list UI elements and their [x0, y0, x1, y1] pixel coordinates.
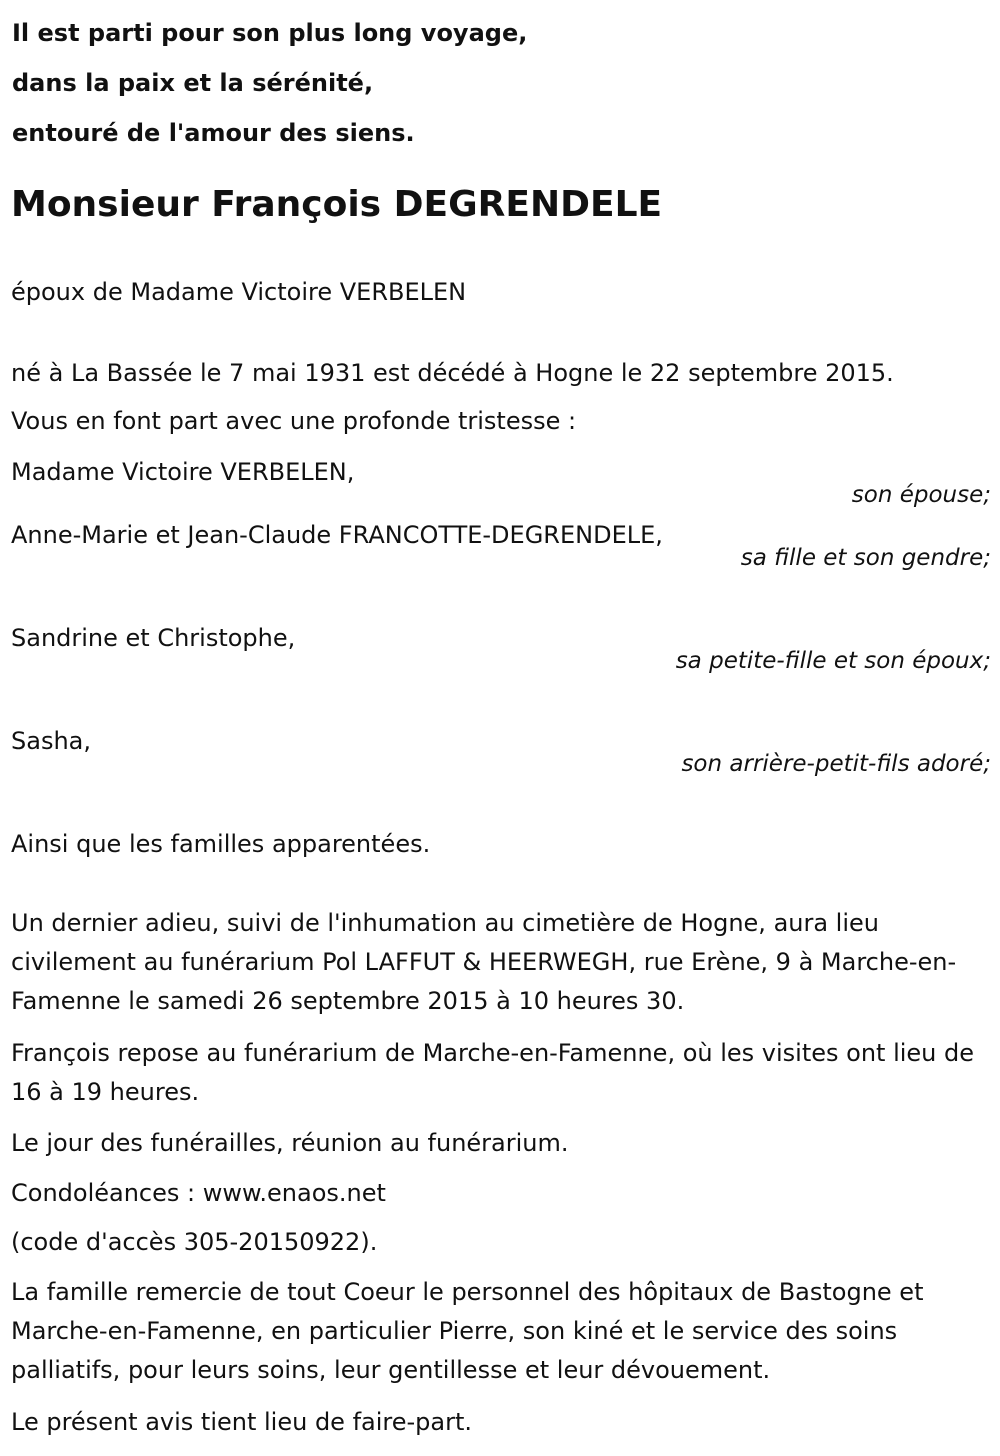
birth-death-line: né à La Bassée le 7 mai 1931 est décédé à Hogne le 22 septembre 2015.	[11, 359, 894, 387]
deceased-name: Monsieur François DEGRENDELE	[11, 184, 663, 225]
thanks-paragraph: La famille remercie de tout Coeur le personnel des hôpitaux de Bastogne et Marche-en-Famenne, en particulier Pierre, son kiné et le service des soins palliatifs, pour leurs soins, leur gentillesse et leur dévouement.	[11, 1278, 924, 1384]
notice-line: Le présent avis tient lieu de faire-part.	[11, 1408, 473, 1436]
family-member-name: Madame Victoire VERBELEN,	[11, 458, 355, 486]
family-member-relation: sa petite-fille et son époux;	[675, 648, 991, 674]
meeting-line: Le jour des funérailles, réunion au funérarium.	[11, 1129, 569, 1157]
poem-line: Il est parti pour son plus long voyage,	[12, 19, 528, 47]
family-member-relation: son épouse;	[851, 482, 991, 508]
poem-line: dans la paix et la sérénité,	[12, 69, 374, 97]
family-member-name: Sandrine et Christophe,	[11, 624, 296, 652]
family-member-name: Sasha,	[11, 727, 91, 755]
ceremony-paragraph: Un dernier adieu, suivi de l'inhumation au cimetière de Hogne, aura lieu civilement au funérarium Pol LAFFUT & HEERWEGH, rue Erène, 9 à Marche-en-Famenne le samedi 26 septembre 2015 à 10 heures 30.	[11, 909, 957, 1015]
access-code-line: (code d'accès 305-20150922).	[11, 1228, 378, 1256]
opening-poem	[12, 8, 527, 158]
family-member-relation: son arrière-petit-fils adoré;	[681, 751, 991, 777]
family-member-relation: sa fille et son gendre;	[740, 545, 991, 571]
condolences-line: Condoléances : www.enaos.net	[11, 1179, 386, 1207]
poem-line: entouré de l'amour des siens.	[12, 119, 415, 147]
visits-paragraph: François repose au funérarium de Marche-en-Famenne, où les visites ont lieu de 16 à 19 heures.	[11, 1039, 975, 1106]
family-member-name: Anne-Marie et Jean-Claude FRANCOTTE-DEGRENDELE,	[11, 521, 663, 549]
spouse-line: époux de Madame Victoire VERBELEN	[11, 278, 467, 306]
announce-line: Vous en font part avec une profonde tristesse :	[11, 407, 577, 435]
families-line: Ainsi que les familles apparentées.	[11, 830, 431, 858]
